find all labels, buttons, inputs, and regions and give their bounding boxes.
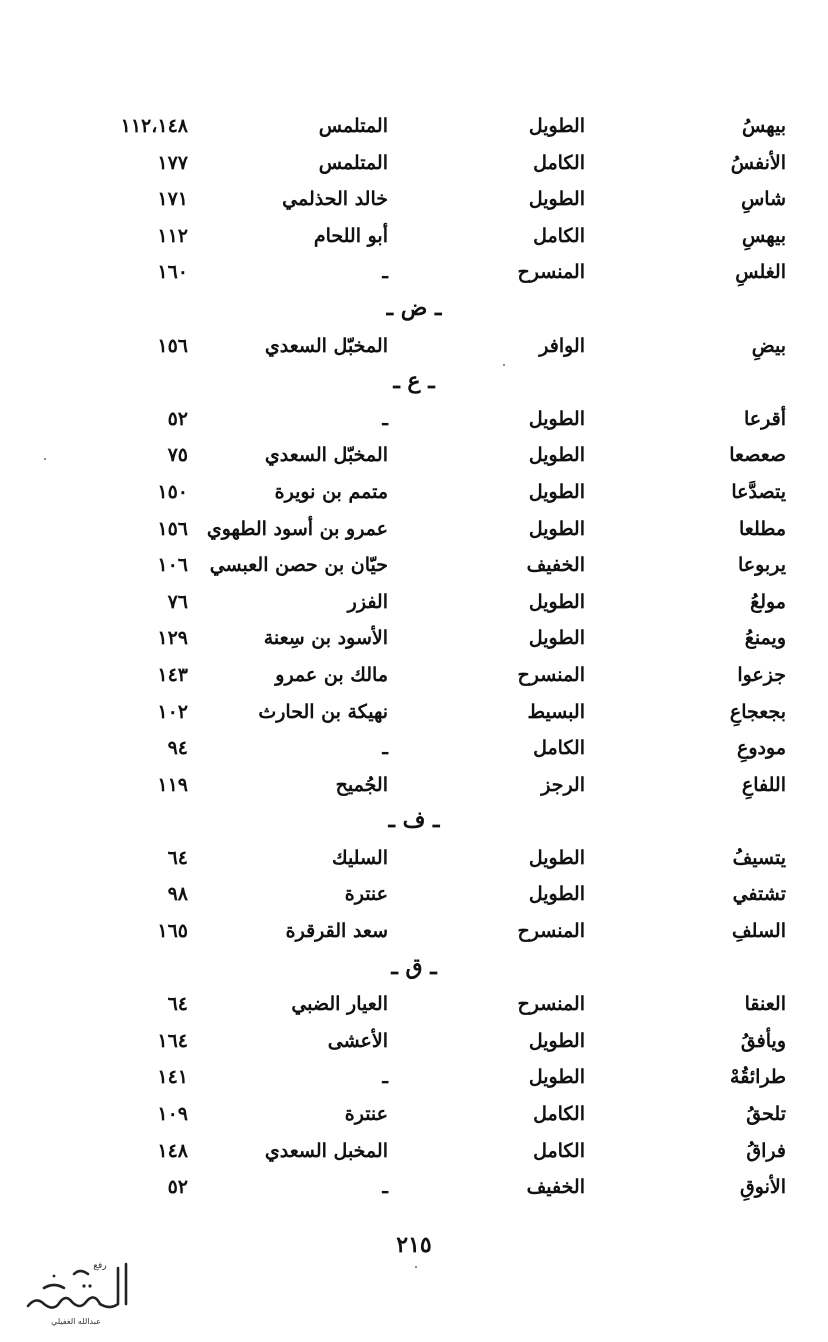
meter-name: الطويل — [528, 188, 585, 211]
letter-section-heading — [0, 803, 828, 840]
poet-name: ـ — [382, 261, 388, 284]
meter-name: الطويل — [528, 115, 585, 137]
rhyme-word: بيهسُ — [741, 115, 786, 137]
index-entry-row — [0, 1169, 828, 1206]
index-entry-row — [0, 657, 828, 694]
page-number: ٢١٥ — [396, 1232, 432, 1258]
publisher-logo-watermark — [14, 1252, 138, 1330]
meter-name: الخفيف — [526, 1176, 585, 1199]
meter-name: الكامل — [533, 224, 585, 247]
section-letter: ـ ق ـ — [391, 953, 437, 980]
index-entry-row — [0, 328, 828, 365]
page-references: ١٤١ — [157, 1066, 188, 1089]
logo-subtext: عبدالله الغفيلي — [51, 1317, 101, 1326]
section-letter: ـ ض ـ — [386, 294, 442, 321]
index-entry-row — [0, 474, 828, 511]
index-entry-row — [0, 1096, 828, 1133]
page-references: ١٠٩ — [157, 1103, 188, 1126]
index-entry-row — [0, 876, 828, 913]
page-references: ٩٤ — [167, 737, 188, 760]
index-entry-row — [0, 145, 828, 182]
rhyme-word: بيهسِ — [741, 224, 786, 247]
letter-section-heading — [0, 950, 828, 987]
meter-name: المنسرح — [517, 663, 585, 686]
index-entry-row — [0, 108, 828, 145]
page-references: ١١٢،١٤٨ — [120, 115, 188, 137]
rhyme-word: مولعُ — [750, 590, 786, 613]
poet-name: عمرو بن أسود الطهوي — [206, 517, 388, 540]
page-references: ١٥٦ — [157, 334, 188, 357]
page-references: ١١٩ — [157, 773, 188, 796]
index-entry-row — [0, 511, 828, 548]
page-references: ١٥٠ — [157, 480, 188, 503]
page-references: ٦٤ — [167, 846, 188, 869]
rhyme-word: مودوعِ — [737, 737, 786, 760]
poet-name: ـ — [382, 407, 388, 430]
page-references: ٥٢ — [167, 407, 188, 430]
page-references: ٧٥ — [167, 444, 188, 467]
rhyme-word: بجعجاعِ — [729, 700, 786, 723]
index-entry-row — [0, 767, 828, 804]
rhyme-word: أقرعا — [744, 407, 786, 430]
index-entry-row — [0, 547, 828, 584]
poet-name: ـ — [382, 1176, 388, 1199]
rhyme-word: الغلسِ — [735, 261, 786, 284]
meter-name: المنسرح — [517, 261, 585, 284]
poet-name: المتلمس — [318, 115, 388, 137]
rhyme-word: يتسيفُ — [732, 846, 786, 869]
meter-name: الكامل — [533, 737, 585, 760]
poet-name: ـ — [382, 737, 388, 760]
scan-speck — [415, 1266, 417, 1268]
meter-name: الخفيف — [526, 554, 585, 577]
meter-name: الطويل — [528, 407, 585, 430]
poet-name: المتلمس — [318, 151, 388, 174]
logo-mark: رفع — [93, 1261, 107, 1271]
poet-name: المخبّل السعدي — [264, 334, 388, 357]
scan-speck — [44, 458, 46, 460]
rhyme-word: اللفاعِ — [741, 773, 786, 796]
meter-name: الطويل — [528, 480, 585, 503]
meter-name: الكامل — [533, 151, 585, 174]
rhyme-word: العنقا — [744, 993, 786, 1016]
page-references: ١٠٦ — [157, 554, 188, 577]
rhyme-word: طرائقُهْ — [730, 1066, 786, 1089]
index-entry-row — [0, 1059, 828, 1096]
section-letter: ـ ع ـ — [393, 368, 435, 395]
poet-name: نهيكة بن الحارث — [258, 700, 388, 723]
page-references: ١٧٧ — [157, 151, 188, 174]
rhyme-word: شاسِ — [741, 188, 786, 211]
poet-name: الفزر — [347, 590, 388, 613]
index-entry-row — [0, 254, 828, 291]
meter-name: الكامل — [533, 1103, 585, 1126]
index-entry-row — [0, 986, 828, 1023]
page-references: ١٢٩ — [157, 627, 188, 650]
meter-name: الطويل — [528, 444, 585, 467]
rhyme-word: ويمنعُ — [744, 627, 786, 650]
poet-name: الجُميح — [335, 773, 388, 796]
index-entry-row — [0, 840, 828, 877]
meter-name: المنسرح — [517, 920, 585, 943]
poet-name: السليك — [331, 846, 388, 869]
page-references: ١٥٦ — [157, 517, 188, 540]
meter-name: الطويل — [528, 1066, 585, 1089]
rhyme-word: مطلعا — [738, 517, 786, 540]
index-entry-row — [0, 913, 828, 950]
poet-name: عنترة — [344, 883, 388, 906]
meter-name: الطويل — [528, 1029, 585, 1052]
page-references: ٧٦ — [167, 590, 188, 613]
page-references: ١١٢ — [157, 224, 188, 247]
index-entry-row — [0, 1133, 828, 1170]
meter-name: المنسرح — [517, 993, 585, 1016]
rhyme-word: جزعوا — [737, 663, 786, 686]
index-entry-row — [0, 694, 828, 731]
page-references: ١٦٥ — [157, 920, 188, 943]
index-entry-row — [0, 181, 828, 218]
meter-name: الطويل — [528, 883, 585, 906]
rhyme-word: تشتفي — [732, 883, 786, 906]
scan-speck — [503, 364, 505, 366]
meter-name: البسيط — [527, 700, 585, 723]
meter-name: الطويل — [528, 627, 585, 650]
meter-name: الطويل — [528, 517, 585, 540]
rhyme-word: الأنوقِ — [740, 1176, 786, 1199]
page-references: ٩٨ — [167, 883, 188, 906]
poet-name: الأسود بن سِعنة — [263, 627, 388, 650]
rhyme-word: تلحقُ — [746, 1103, 786, 1126]
poet-name: متمم بن نويرة — [274, 480, 388, 503]
rhyme-word: فراقُ — [746, 1139, 786, 1162]
rhyme-word: بيضِ — [751, 334, 786, 357]
meter-name: الرجز — [541, 773, 585, 796]
index-entry-row — [0, 730, 828, 767]
section-letter: ـ ف ـ — [388, 807, 440, 834]
page-references: ١٠٢ — [157, 700, 188, 723]
rhyme-word: يربوعا — [737, 554, 786, 577]
rhyme-word: ويأفقُ — [740, 1029, 786, 1052]
page-references: ٦٤ — [167, 993, 188, 1016]
meter-name: الوافر — [539, 334, 585, 357]
meter-name: الطويل — [528, 846, 585, 869]
rhyme-index-table — [0, 108, 828, 1206]
poet-name: عنترة — [344, 1103, 388, 1126]
meter-name: الكامل — [533, 1139, 585, 1162]
index-entry-row — [0, 1023, 828, 1060]
index-entry-row — [0, 401, 828, 438]
page-references: ١٤٨ — [157, 1139, 188, 1162]
page-references: ١٧١ — [157, 188, 188, 211]
poet-name: المخبّل السعدي — [264, 444, 388, 467]
poet-name: العيار الضبي — [291, 993, 388, 1016]
page-references: ٥٢ — [167, 1176, 188, 1199]
poet-name: حيّان بن حصن العبسي — [209, 554, 388, 577]
poet-name: سعد القرقرة — [285, 920, 388, 943]
poet-name: ـ — [382, 1066, 388, 1089]
index-entry-row — [0, 584, 828, 621]
poet-name: مالك بن عمرو — [275, 663, 388, 686]
index-entry-row — [0, 437, 828, 474]
rhyme-word: السلفِ — [732, 920, 786, 943]
page-references: ١٤٣ — [157, 663, 188, 686]
poet-name: الأعشى — [327, 1029, 388, 1052]
rhyme-word: يتصدَّعا — [731, 480, 786, 503]
poet-name: أبو اللحام — [313, 224, 388, 247]
page-references: ١٦٤ — [157, 1029, 188, 1052]
poet-name: المخبل السعدي — [264, 1139, 388, 1162]
index-entry-row — [0, 620, 828, 657]
letter-section-heading — [0, 291, 828, 328]
rhyme-word: الأنفسُ — [730, 151, 786, 174]
page-references: ١٦٠ — [157, 261, 188, 284]
rhyme-word: صعصعا — [729, 444, 786, 467]
meter-name: الطويل — [528, 590, 585, 613]
letter-section-heading — [0, 364, 828, 401]
poet-name: خالد الحذلمي — [282, 188, 388, 211]
index-entry-row — [0, 218, 828, 255]
